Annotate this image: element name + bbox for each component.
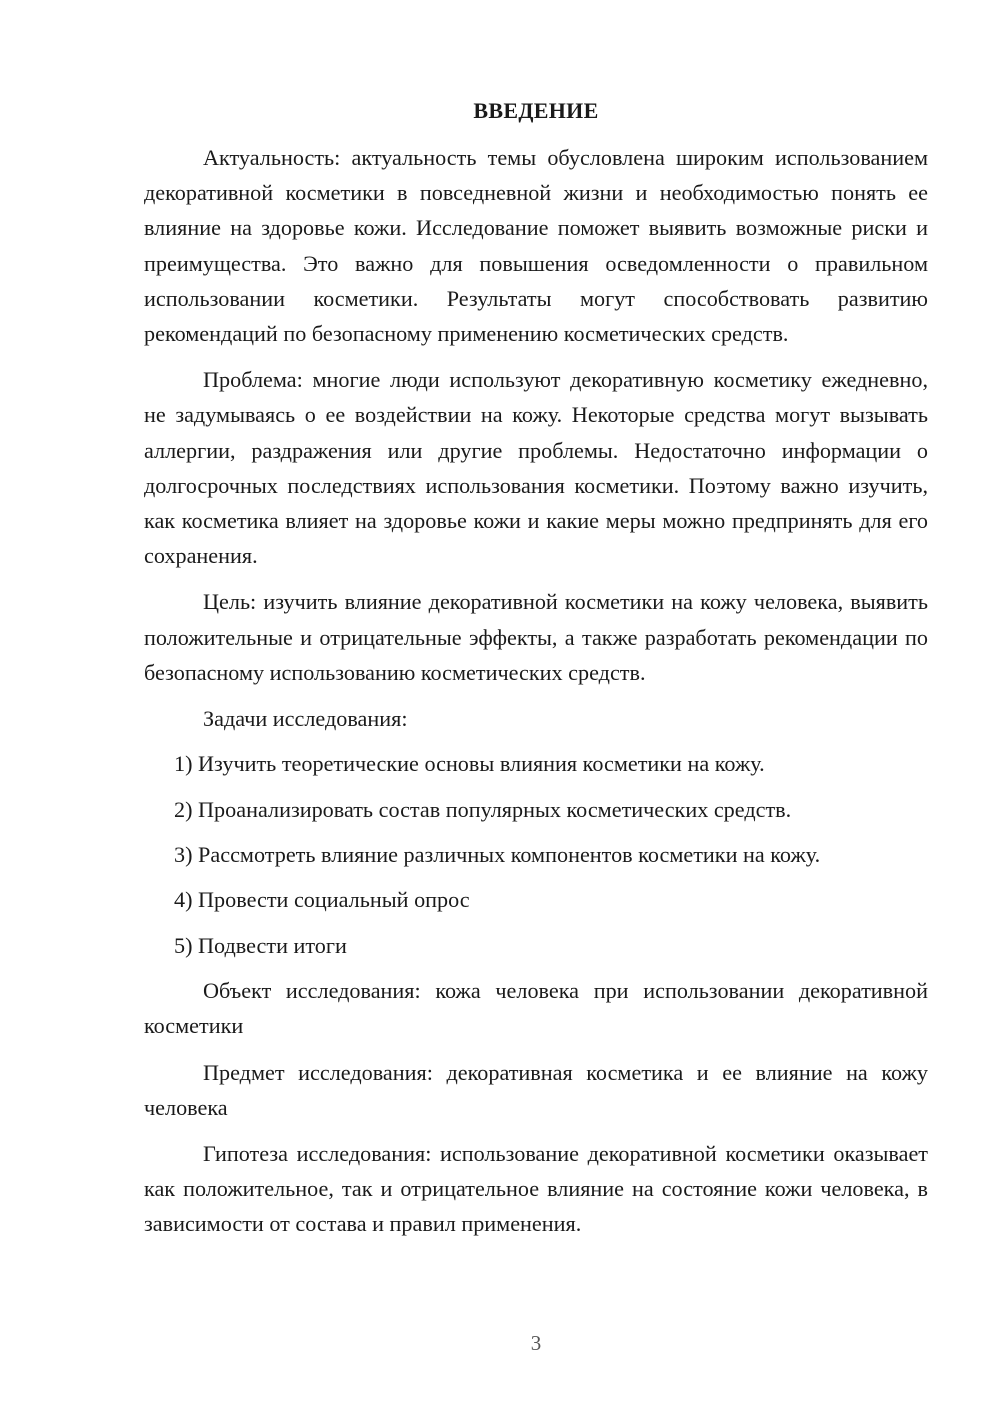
- page-number: 3: [530, 1331, 542, 1355]
- task-item-1: 1) Изучить теоретические основы влияния косметики на кожу.: [174, 751, 765, 777]
- problem-paragraph: Проблема: многие люди используют декоративную косметику ежедневно, не задумываясь о ее воздействии на кожу. Некоторые средства могут вызывать аллергии, раздражения или другие проблемы. Недостаточно информации о долгосрочных последствиях использования косметики. Поэтому важно изучить, как косметика влияет на здоровье кожи и какие меры можно предпринять для его сохранения.: [144, 367, 928, 569]
- task-item-3: 3) Рассмотреть влияние различных компонентов косметики на кожу.: [174, 842, 821, 868]
- hypothesis-paragraph: Гипотеза исследования: использование декоративной косметики оказывает как положительное, так и отрицательное влияние на состояние кожи человека, в зависимости от состава и правил применения.: [144, 1141, 928, 1237]
- section-title: ВВЕДЕНИЕ: [473, 98, 599, 123]
- subject-paragraph: Предмет исследования: декоративная косметика и ее влияние на кожу человека: [144, 1059, 928, 1120]
- goal-paragraph: Цель: изучить влияние декоративной косметики на кожу человека, выявить положительные и отрицательные эффекты, а также разработать рекомендации по безопасному использованию косметических средств.: [144, 589, 928, 685]
- document-page: [144, 94, 928, 1253]
- relevance-paragraph: Актуальность: актуальность темы обусловлена широким использованием декоративной косметики в повседневной жизни и необходимостью понять ее влияние на здоровье кожи. Исследование поможет выявить возможные риски и преимущества. Это важно для повышения осведомленности о правильном использовании косметики. Результаты могут способствовать развитию рекомендаций по безопасному применению косметических средств.: [144, 145, 928, 347]
- tasks-list: [144, 746, 928, 963]
- task-item-4: 4) Провести социальный опрос: [174, 887, 470, 913]
- task-item-5: 5) Подвести итоги: [174, 932, 347, 958]
- task-item-2: 2) Проанализировать состав популярных косметических средств.: [174, 796, 792, 822]
- object-paragraph: Объект исследования: кожа человека при использовании декоративной косметики: [144, 978, 928, 1039]
- tasks-heading: Задачи исследования:: [203, 706, 408, 732]
